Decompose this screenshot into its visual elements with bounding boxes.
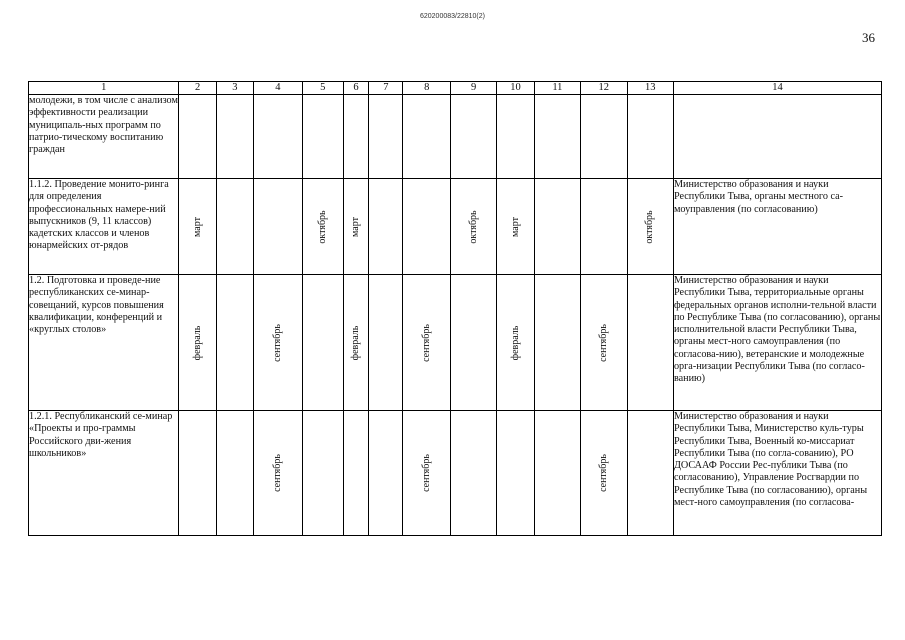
column-header: 13: [627, 82, 673, 95]
page-number: 36: [862, 30, 875, 45]
month-cell: [450, 179, 496, 275]
month-label: сентябрь: [420, 454, 432, 492]
month-label: февраль: [349, 325, 361, 360]
month-cell: [403, 275, 450, 411]
month-cell: [216, 275, 253, 411]
month-label: сентябрь: [597, 323, 609, 362]
month-cell: [179, 411, 216, 536]
month-cell: [581, 275, 627, 411]
column-header: 14: [673, 82, 881, 95]
month-cell: [450, 95, 496, 179]
month-label: сентябрь: [597, 454, 609, 492]
month-cell: [254, 275, 302, 411]
month-cell: [369, 275, 403, 411]
month-cell: [343, 95, 368, 179]
month-cell: [627, 95, 673, 179]
responsible-organizations: Министерство образования и науки Республики Тыва, Министерство куль-туры Республики Тыва, Военный ко-миссариат Республики Тыва (по согла-сованию), РО ДОСААФ России Рес-публики Тыва (по согласованию), Управление Росгвардии по Республике Тыва (по согласованию), органы мест-ного самоуправления (по согласова-: [673, 411, 881, 536]
month-cell: [581, 411, 627, 536]
month-cell: [497, 275, 534, 411]
month-label: март: [509, 216, 521, 237]
month-label: март: [349, 216, 361, 237]
month-cell: [302, 179, 343, 275]
month-cell: [369, 95, 403, 179]
column-header: 11: [534, 82, 580, 95]
month-cell: [497, 411, 534, 536]
column-header: 9: [450, 82, 496, 95]
table-row: [29, 411, 882, 536]
month-cell: [403, 179, 450, 275]
month-label: октябрь: [467, 209, 479, 244]
column-header: 10: [497, 82, 534, 95]
month-cell: [302, 95, 343, 179]
activity-description: 1.1.2. Проведение монито-ринга для определения профессиональных намере-ний выпускников (9, 11 классов) кадетских классов и членов юнармейских от-рядов: [29, 179, 179, 275]
month-label: сентябрь: [271, 323, 283, 362]
month-cell: [216, 179, 253, 275]
column-header: 8: [403, 82, 450, 95]
month-cell: [627, 275, 673, 411]
month-cell: [343, 275, 368, 411]
table-row: [29, 275, 882, 411]
responsible-organizations: Министерство образования и науки Республики Тыва, территориальные органы федеральных органов исполни-тельной власти по Республике Тыва (по согласованию), органы исполнительной власти Республики Тыва, органы мест-ного самоуправления (по согласова-нию), ветеранские и молодежные орга-низации Республики Тыва (по согласо-ванию): [673, 275, 881, 411]
month-cell: [450, 411, 496, 536]
column-header: 4: [254, 82, 302, 95]
table-row: [29, 179, 882, 275]
column-header: 7: [369, 82, 403, 95]
month-cell: [254, 411, 302, 536]
responsible-organizations: [673, 95, 881, 179]
column-header: 6: [343, 82, 368, 95]
activity-description: молодежи, в том числе с анализом эффективности реализации муниципаль-ных программ по патрио-тическому воспитанию граждан: [29, 95, 179, 179]
month-cell: [403, 411, 450, 536]
month-label: февраль: [509, 325, 521, 360]
month-cell: [581, 179, 627, 275]
month-cell: [369, 411, 403, 536]
plan-table: [28, 81, 882, 536]
column-header: 5: [302, 82, 343, 95]
month-label: сентябрь: [420, 323, 432, 362]
month-cell: [254, 179, 302, 275]
month-cell: [343, 179, 368, 275]
document-code: 620200083/22810(2): [419, 13, 485, 20]
table-row: [29, 95, 882, 179]
activity-description: 1.2.1. Республиканский се-минар «Проекты и про-граммы Российского дви-жения школьников»: [29, 411, 179, 536]
month-cell: [179, 95, 216, 179]
month-cell: [254, 95, 302, 179]
month-cell: [534, 275, 580, 411]
month-cell: [302, 411, 343, 536]
month-cell: [369, 179, 403, 275]
column-header: 2: [179, 82, 216, 95]
month-label: март: [191, 216, 203, 237]
column-header: 1: [29, 82, 179, 95]
month-cell: [216, 411, 253, 536]
month-cell: [497, 179, 534, 275]
month-cell: [534, 95, 580, 179]
activity-description: 1.2. Подготовка и проведе-ние республиканских се-минар-совещаний, курсов повышения квалификации, конференций и «круглых столов»: [29, 275, 179, 411]
month-label: октябрь: [644, 209, 656, 244]
month-cell: [450, 275, 496, 411]
column-number-row: [29, 82, 882, 95]
month-cell: [581, 95, 627, 179]
month-cell: [179, 179, 216, 275]
month-cell: [627, 179, 673, 275]
column-header: 12: [581, 82, 627, 95]
month-cell: [343, 411, 368, 536]
month-cell: [534, 179, 580, 275]
month-cell: [497, 95, 534, 179]
month-label: октябрь: [316, 209, 328, 244]
month-cell: [302, 275, 343, 411]
responsible-organizations: Министерство образования и науки Республики Тыва, органы местного са-моуправления (по согласованию): [673, 179, 881, 275]
month-cell: [403, 95, 450, 179]
month-cell: [216, 95, 253, 179]
month-cell: [534, 411, 580, 536]
month-label: сентябрь: [271, 454, 283, 492]
month-cell: [627, 411, 673, 536]
month-cell: [179, 275, 216, 411]
column-header: 3: [216, 82, 253, 95]
month-label: февраль: [191, 325, 203, 360]
